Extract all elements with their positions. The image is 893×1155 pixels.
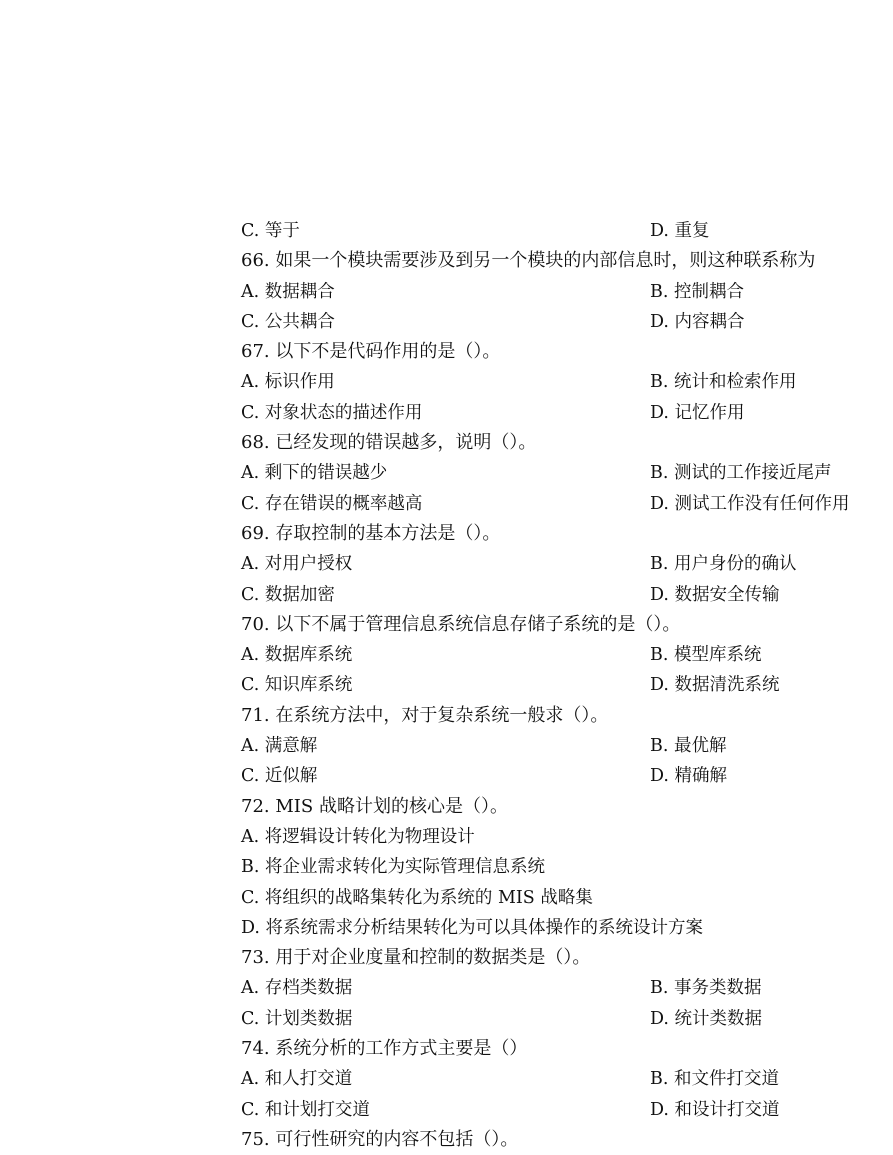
option-left: C. 计划类数据 <box>241 1008 353 1029</box>
option-left: C. 公共耦合 <box>241 311 335 332</box>
option-row <box>241 458 893 488</box>
question-text <box>241 337 893 367</box>
option-right: D. 统计类数据 <box>650 1008 763 1029</box>
option-left: C. 和计划打交道 <box>241 1099 370 1120</box>
option-row <box>241 640 893 670</box>
question-text <box>241 1125 893 1155</box>
question-stem: 69. 存取控制的基本方法是（）。 <box>241 522 501 544</box>
option-right: D. 数据安全传输 <box>650 584 780 605</box>
option-right: B. 最优解 <box>650 736 727 757</box>
option-row <box>241 307 893 337</box>
option-row <box>241 216 893 246</box>
option-right: D. 测试工作没有任何作用 <box>650 493 850 514</box>
question-stem: 72. MIS 战略计划的核心是（）。 <box>241 795 508 817</box>
option-text: C. 将组织的战略集转化为系统的 MIS 战略集 <box>241 887 593 908</box>
option-left: C. 近似解 <box>241 766 318 787</box>
option-row <box>241 277 893 307</box>
option-row <box>241 731 893 761</box>
option-line <box>241 852 893 882</box>
question-stem: 73. 用于对企业度量和控制的数据类是（）。 <box>241 947 591 969</box>
option-text: A. 将逻辑设计转化为物理设计 <box>241 826 475 847</box>
option-row <box>241 580 893 610</box>
question-text <box>241 943 893 973</box>
question-text <box>241 610 893 640</box>
option-line <box>241 913 893 943</box>
question-text <box>241 792 893 822</box>
option-left: A. 对用户授权 <box>241 554 353 575</box>
option-right: B. 和文件打交道 <box>650 1069 779 1090</box>
option-right: D. 和设计打交道 <box>650 1099 780 1120</box>
option-left: C. 对象状态的描述作用 <box>241 402 423 423</box>
option-left: A. 数据耦合 <box>241 281 335 302</box>
option-left: A. 标识作用 <box>241 372 335 393</box>
option-left: A. 和人打交道 <box>241 1069 353 1090</box>
question-stem: 67. 以下不是代码作用的是（）。 <box>241 341 501 363</box>
option-line <box>241 883 893 913</box>
question-stem: 66. 如果一个模块需要涉及到另一个模块的内部信息时，则这种联系称为 <box>241 250 816 272</box>
option-right: B. 用户身份的确认 <box>650 554 797 575</box>
option-right: D. 记忆作用 <box>650 402 745 423</box>
option-row <box>241 549 893 579</box>
option-right: B. 统计和检索作用 <box>650 372 797 393</box>
option-row <box>241 1095 893 1125</box>
option-left: A. 满意解 <box>241 736 318 757</box>
option-text: D. 将系统需求分析结果转化为可以具体操作的系统设计方案 <box>241 917 704 938</box>
option-right: D. 重复 <box>650 221 710 241</box>
option-right: B. 测试的工作接近尾声 <box>650 463 832 484</box>
option-left: A. 剩下的错误越少 <box>241 463 388 484</box>
question-stem: 75. 可行性研究的内容不包括（）。 <box>241 1128 519 1150</box>
option-text: B. 将企业需求转化为实际管理信息系统 <box>241 857 545 878</box>
option-row <box>241 1004 893 1034</box>
question-list <box>241 216 893 1155</box>
question-text <box>241 428 893 458</box>
option-row <box>241 398 893 428</box>
option-left: C. 数据加密 <box>241 584 335 605</box>
option-left: C. 知识库系统 <box>241 675 353 696</box>
option-row <box>241 973 893 1003</box>
question-text <box>241 519 893 549</box>
option-left: C. 等于 <box>241 221 300 241</box>
option-left: A. 存档类数据 <box>241 978 353 999</box>
option-row <box>241 1064 893 1094</box>
option-right: B. 模型库系统 <box>650 645 762 666</box>
question-stem: 70. 以下不属于管理信息系统信息存储子系统的是（）。 <box>241 613 681 635</box>
option-line <box>241 822 893 852</box>
question-text <box>241 701 893 731</box>
option-right: D. 内容耦合 <box>650 311 745 332</box>
question-stem: 74. 系统分析的工作方式主要是（） <box>241 1038 528 1060</box>
option-left: A. 数据库系统 <box>241 645 353 666</box>
option-left: C. 存在错误的概率越高 <box>241 493 423 514</box>
question-text <box>241 246 893 276</box>
option-right: B. 控制耦合 <box>650 281 744 302</box>
option-row <box>241 670 893 700</box>
question-stem: 68. 已经发现的错误越多，说明（）。 <box>241 432 537 454</box>
option-row <box>241 489 893 519</box>
option-right: D. 数据清洗系统 <box>650 675 780 696</box>
option-row <box>241 761 893 791</box>
option-row <box>241 367 893 397</box>
option-right: D. 精确解 <box>650 766 728 787</box>
question-stem: 71. 在系统方法中，对于复杂系统一般求（）。 <box>241 704 609 726</box>
option-right: B. 事务类数据 <box>650 978 762 999</box>
question-text <box>241 1034 893 1064</box>
